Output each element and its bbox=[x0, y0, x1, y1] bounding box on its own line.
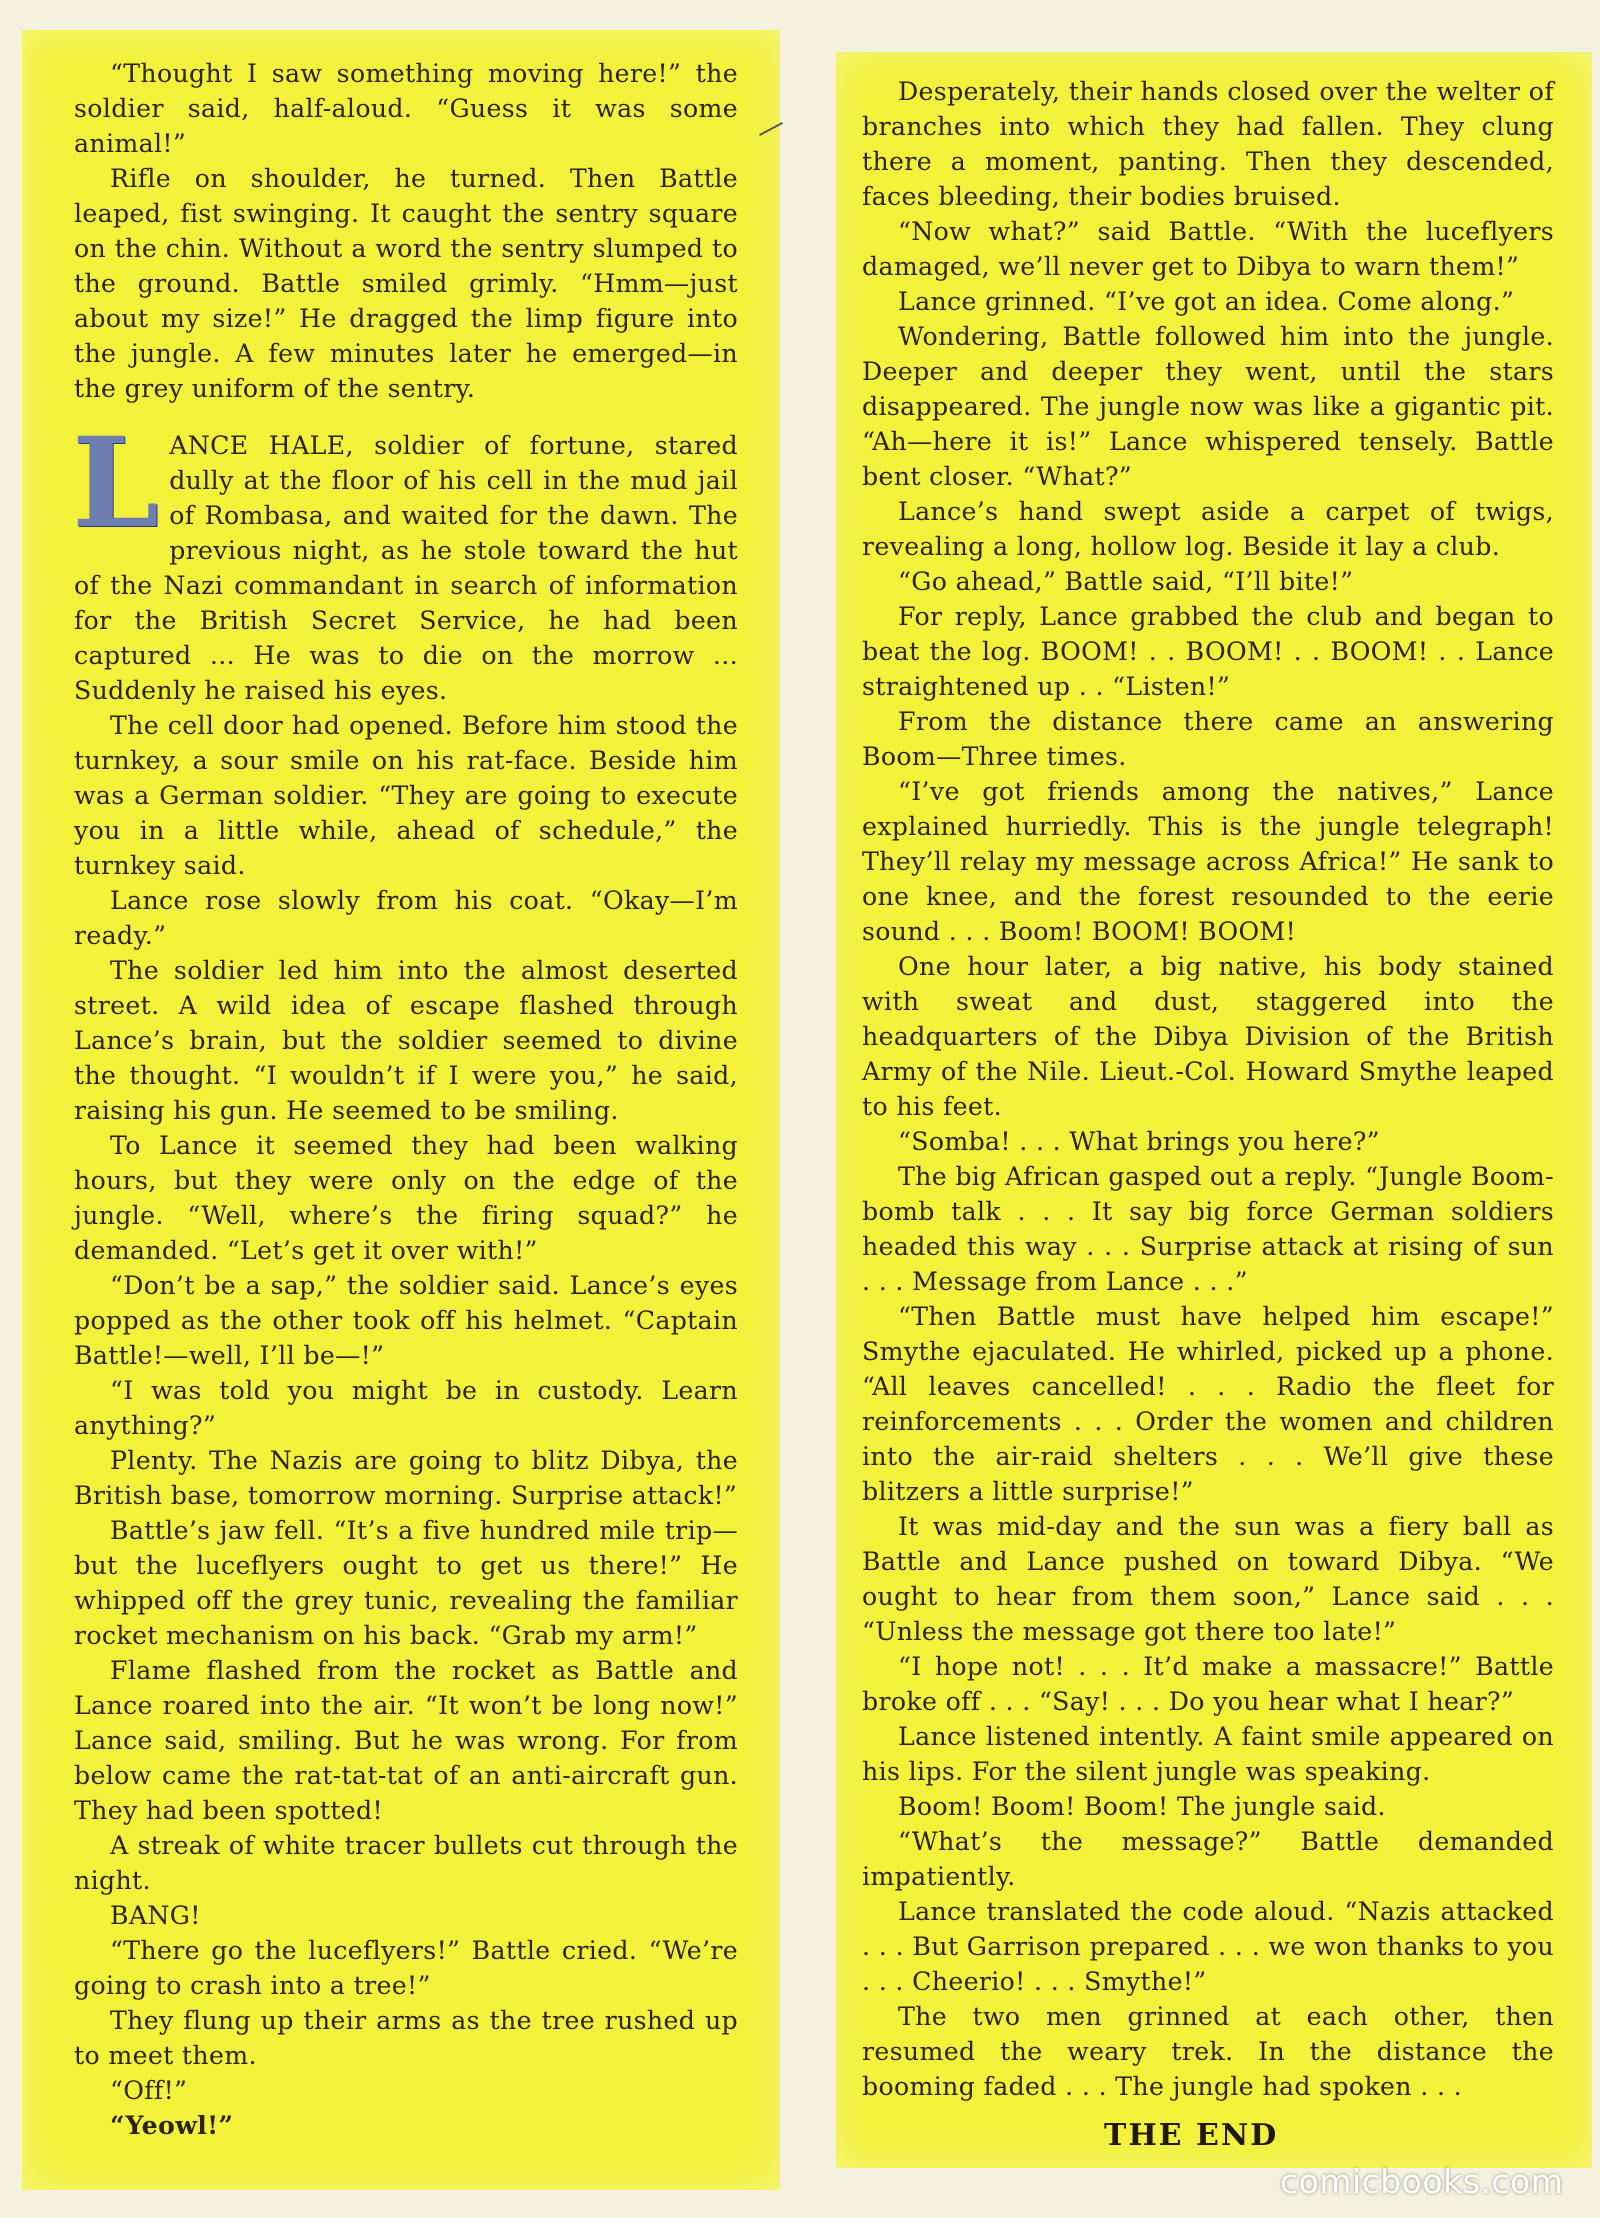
the-end-mark: THE END bbox=[1104, 2118, 1279, 2153]
left-paragraph-2: Rifle on shoulder, he turned. Then Battle leaped, fist swinging. It caught the sentry square on the chin. Without a word the sentry slumped to the ground. Battle smiled grimly. “Hmm—just about my size!” He dragged the limp figure into the jungle. A few minutes later he emerged—in the grey uniform of the sentry. bbox=[74, 164, 738, 403]
left-paragraph-17: “Yeowl!” bbox=[110, 2110, 234, 2140]
left-paragraph-6: To Lance it seemed they had been walking hours, but they were only on the edge of the jungle. “Well, where’s the firing squad?” he demanded. “Let’s get it over with!” bbox=[74, 1131, 738, 1265]
left-paragraph-13: BANG! bbox=[110, 1901, 201, 1930]
drop-cap-letter: L bbox=[72, 411, 160, 556]
right-paragraph-4: Wondering, Battle followed him into the jungle. Deeper and deeper they went, until the stars disappeared. The jungle now was like a gigantic pit. “Ah—here it is!” Lance whispered tensely. Battle bent closer. “What?” bbox=[862, 322, 1554, 491]
left-paragraph-3: The cell door had opened. Before him stood the turnkey, a sour smile on his rat-face. Beside him was a German soldier. “They are going to execute you in a little while, ahead of schedule,” the turnkey said. bbox=[74, 711, 738, 880]
chapter-opening bbox=[72, 411, 738, 708]
site-watermark: comicbooks.com bbox=[1280, 2162, 1564, 2201]
right-paragraph-10: One hour later, a big native, his body stained with sweat and dust, staggered into the headquarters of the Dibya Division of the British Army of the Nile. Lieut.-Col. Howard Smythe leaped to his feet. bbox=[862, 952, 1554, 1121]
left-paragraph-14: “There go the luceflyers!” Battle cried. “We’re going to crash into a tree!” bbox=[74, 1936, 738, 2000]
left-paragraph-7: “Don’t be a sap,” the soldier said. Lance’s eyes popped as the other took off his helmet. “Captain Battle!—well, I’ll be—!” bbox=[74, 1271, 738, 1370]
left-paragraph-5: The soldier led him into the almost deserted street. A wild idea of escape flashed through Lance’s brain, but the soldier seemed to divine the thought. “I wouldn’t if I were you,” he said, raising his gun. He seemed to be smiling. bbox=[74, 956, 738, 1125]
right-paragraph-15: “I hope not! . . . It’d make a massacre!” Battle broke off . . . “Say! . . . Do you hear what I hear?” bbox=[862, 1652, 1554, 1716]
right-paragraph-1: Desperately, their hands closed over the welter of branches into which they had fallen. They clung there a moment, panting. Then they descended, faces bleeding, their bodies bruised. bbox=[862, 77, 1554, 211]
left-text-column bbox=[22, 30, 780, 2190]
left-paragraph-15: They flung up their arms as the tree rushed up to meet them. bbox=[74, 2006, 738, 2070]
right-paragraph-14: It was mid-day and the sun was a fiery ball as Battle and Lance pushed on toward Dibya. “We ought to hear from them soon,” Lance said . . . “Unless the message got there too late!” bbox=[862, 1512, 1554, 1646]
right-paragraph-11: “Somba! . . . What brings you here?” bbox=[898, 1127, 1380, 1156]
left-paragraph-16: “Off!” bbox=[110, 2076, 188, 2105]
left-paragraph-12: A streak of white tracer bullets cut through the night. bbox=[74, 1831, 738, 1895]
right-paragraph-19: Lance translated the code aloud. “Nazis attacked . . . But Garrison prepared . . . we won thanks to you . . . Cheerio! . . . Smythe!” bbox=[862, 1897, 1554, 1996]
left-paragraph-8: “I was told you might be in custody. Learn anything?” bbox=[74, 1376, 738, 1440]
right-paragraph-17: Boom! Boom! Boom! The jungle said. bbox=[898, 1792, 1386, 1821]
right-paragraph-3: Lance grinned. “I’ve got an idea. Come along.” bbox=[898, 287, 1515, 316]
left-paragraph-4: Lance rose slowly from his coat. “Okay—I’m ready.” bbox=[74, 886, 738, 950]
left-paragraph-1: “Thought I saw something moving here!” the soldier said, half-aloud. “Guess it was some animal!” bbox=[74, 59, 738, 158]
right-paragraph-9: “I’ve got friends among the natives,” Lance explained hurriedly. This is the jungle telegraph! They’ll relay my message across Africa!” He sank to one knee, and the forest resounded to the eerie sound . . . Boom! BOOM! BOOM! bbox=[862, 777, 1554, 946]
right-paragraph-7: For reply, Lance grabbed the club and began to beat the log. BOOM! . . BOOM! . . BOOM! . . Lance straightened up . . “Listen!” bbox=[862, 602, 1554, 701]
right-paragraph-16: Lance listened intently. A faint smile appeared on his lips. For the silent jungle was speaking. bbox=[862, 1722, 1554, 1786]
left-paragraph-11: Flame flashed from the rocket as Battle and Lance roared into the air. “It won’t be long now!” Lance said, smiling. But he was wrong. For from below came the rat-tat-tat of an anti-aircraft gun. They had been spotted! bbox=[74, 1656, 738, 1825]
right-paragraph-12: The big African gasped out a reply. “Jungle Boom-bomb talk . . . It say big force German soldiers headed this way . . . Surprise attack at rising of sun . . . Message from Lance . . .” bbox=[862, 1162, 1555, 1296]
left-paragraph-10: Battle’s jaw fell. “It’s a five hundred mile trip—but the luceflyers ought to get us there!” He whipped off the grey tunic, revealing the familiar rocket mechanism on his back. “Grab my arm!” bbox=[74, 1516, 738, 1650]
left-paragraph-9: Plenty. The Nazis are going to blitz Dibya, the British base, tomorrow morning. Surprise attack!” bbox=[74, 1446, 738, 1510]
right-paragraph-6: “Go ahead,” Battle said, “I’ll bite!” bbox=[898, 567, 1354, 596]
right-paragraph-20: The two men grinned at each other, then resumed the weary trek. In the distance the booming faded . . . The jungle had spoken . . . bbox=[862, 2002, 1554, 2101]
right-paragraph-13: “Then Battle must have helped him escape!” Smythe ejaculated. He whirled, picked up a phone. “All leaves cancelled! . . . Radio the fleet for reinforcements . . . Order the women and children into the air-raid shelters . . . We’ll give these blitzers a little surprise!” bbox=[862, 1302, 1554, 1506]
right-paragraph-5: Lance’s hand swept aside a carpet of twigs, revealing a long, hollow log. Beside it lay a club. bbox=[862, 497, 1554, 561]
right-paragraph-2: “Now what?” said Battle. “With the luceflyers damaged, we’ll never get to Dibya to warn them!” bbox=[862, 217, 1554, 281]
right-paragraph-18: “What’s the message?” Battle demanded impatiently. bbox=[862, 1827, 1554, 1891]
chapter-opening-paragraph: ANCE HALE, soldier of fortune, stared dully at the floor of his cell in the mud jail of Rombasa, and waited for the dawn. The previous night, as he stole toward the hut of the Nazi commandant in search of information for the British Secret Service, he had been captured ... He was to die on the morrow ... Suddenly he raised his eyes. bbox=[74, 431, 738, 705]
right-text-column bbox=[836, 52, 1592, 2168]
right-paragraph-8: From the distance there came an answering Boom—Three times. bbox=[862, 707, 1554, 771]
